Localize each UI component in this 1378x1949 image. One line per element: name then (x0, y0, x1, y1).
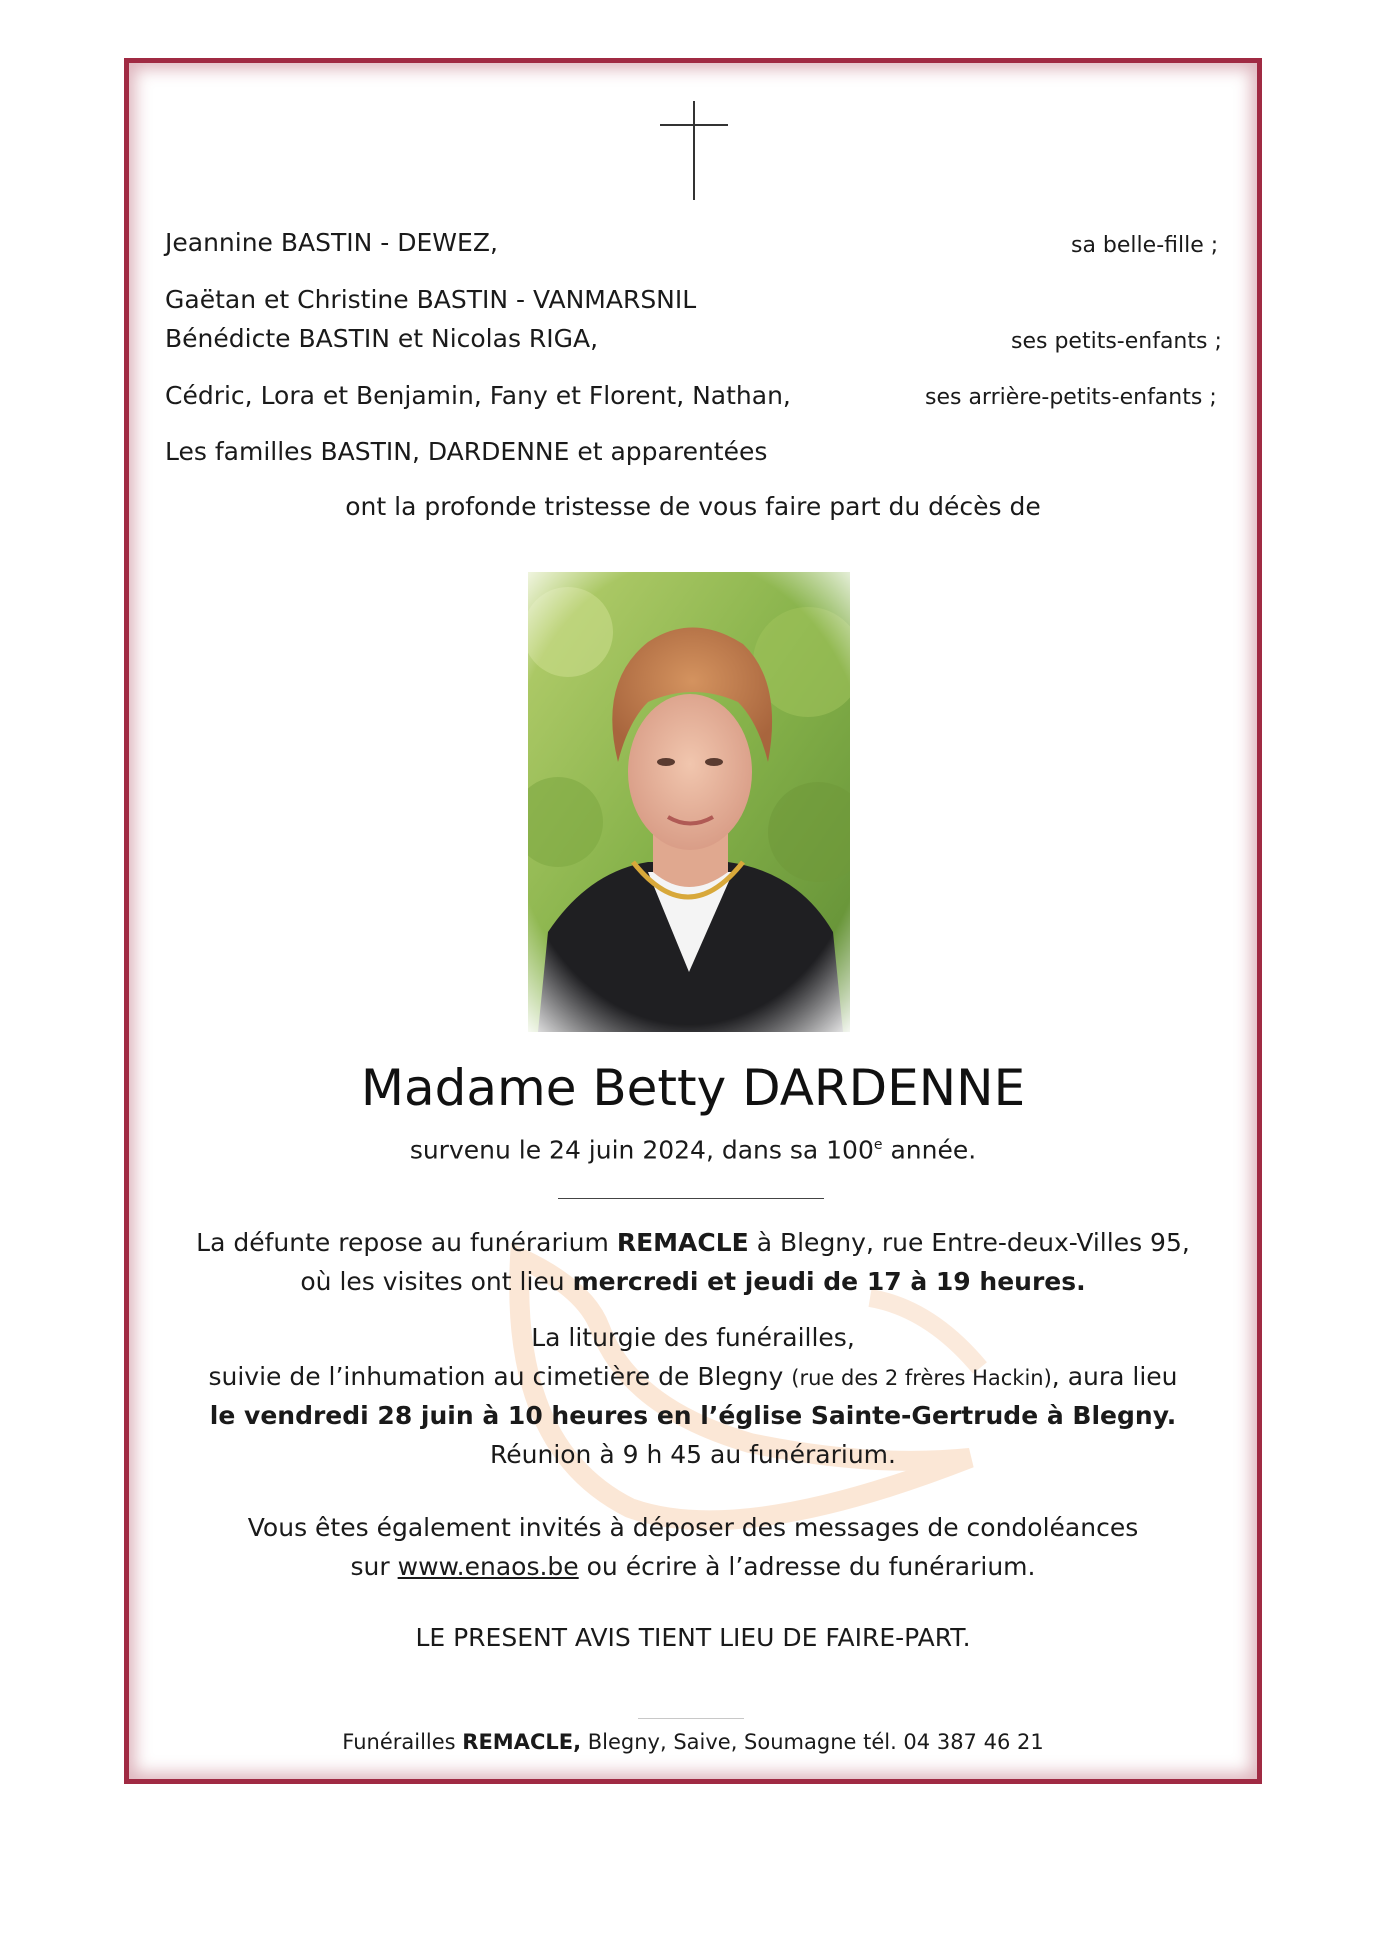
family-line-3: Bénédicte BASTIN et Nicolas RIGA, (165, 324, 599, 353)
family-line-2: Gaëtan et Christine BASTIN - VANMARSNIL (165, 285, 697, 314)
funeral-line-2a: suivie de l’inhumation au cimetière de Blegny (208, 1362, 792, 1391)
visitation-line-2 (124, 1267, 1262, 1297)
relation-arriere-petits-enfants: ses arrière-petits-enfants ; (925, 385, 1217, 410)
footer-text (124, 1727, 1262, 1757)
death-line-a: survenu le 24 juin 2024, dans sa 100 (409, 1135, 874, 1165)
funeral-line-2 (124, 1362, 1262, 1393)
condolences-line-2b: ou écrire à l’adresse du funérarium. (578, 1552, 1036, 1581)
notice-text: LE PRESENT AVIS TIENT LIEU DE FAIRE-PART. (415, 1623, 971, 1652)
visitation-line-1a: La défunte repose au funérarium (196, 1228, 617, 1257)
visitation-line-1c: à Blegny, rue Entre-deux-Villes 95, (748, 1228, 1190, 1257)
visitation-line-1 (124, 1228, 1262, 1258)
family-line-5: Les familles BASTIN, DARDENNE et apparentées (165, 437, 768, 466)
footer-c: Blegny, Saive, Soumagne tél. 04 387 46 21 (581, 1730, 1044, 1754)
condolences-line-2a: sur (350, 1552, 398, 1581)
family-line-4: Cédric, Lora et Benjamin, Fany et Florent, Nathan, (165, 381, 791, 410)
funeral-line-2c: , aura lieu (1051, 1362, 1178, 1391)
funeral-line-1: La liturgie des funérailles, (531, 1323, 855, 1352)
cemetery-street: (rue des 2 frères Hackin) (791, 1366, 1052, 1390)
condolences-line-1: Vous êtes également invités à déposer des messages de condoléances (247, 1513, 1139, 1542)
portrait-photo (528, 572, 850, 1032)
funeral-home-name: REMACLE (616, 1228, 749, 1257)
death-line-sup: e (873, 1137, 883, 1153)
funeral-date-place: le vendredi 28 juin à 10 heures en l’église Sainte-Gertrude à Blegny. (209, 1401, 1177, 1430)
footer-company: REMACLE, (462, 1730, 582, 1754)
funeral-line-3 (124, 1401, 1262, 1431)
intro-text: ont la profonde tristesse de vous faire part du décès de (345, 492, 1041, 521)
funeral-line-4: Réunion à 9 h 45 au funérarium. (490, 1440, 896, 1469)
death-line (124, 1130, 1262, 1165)
condolences-line-2 (124, 1552, 1262, 1582)
death-line-b: année. (882, 1135, 977, 1165)
deceased-name: Madame Betty DARDENNE (360, 1059, 1026, 1117)
cross-icon-bar (660, 124, 728, 126)
divider-line (558, 1198, 824, 1199)
relation-petits-enfants: ses petits-enfants ; (1011, 329, 1222, 354)
visitation-hours: mercredi et jeudi de 17 à 19 heures. (572, 1267, 1086, 1296)
footer-a: Funérailles (342, 1730, 463, 1754)
relation-belle-fille: sa belle-fille ; (1071, 233, 1219, 258)
cross-icon (693, 101, 695, 200)
condolences-link[interactable]: www.enaos.be (397, 1552, 579, 1581)
family-line-1: Jeannine BASTIN - DEWEZ, (165, 228, 498, 257)
visitation-line-2a: où les visites ont lieu (300, 1267, 573, 1296)
footer-divider (638, 1718, 744, 1719)
